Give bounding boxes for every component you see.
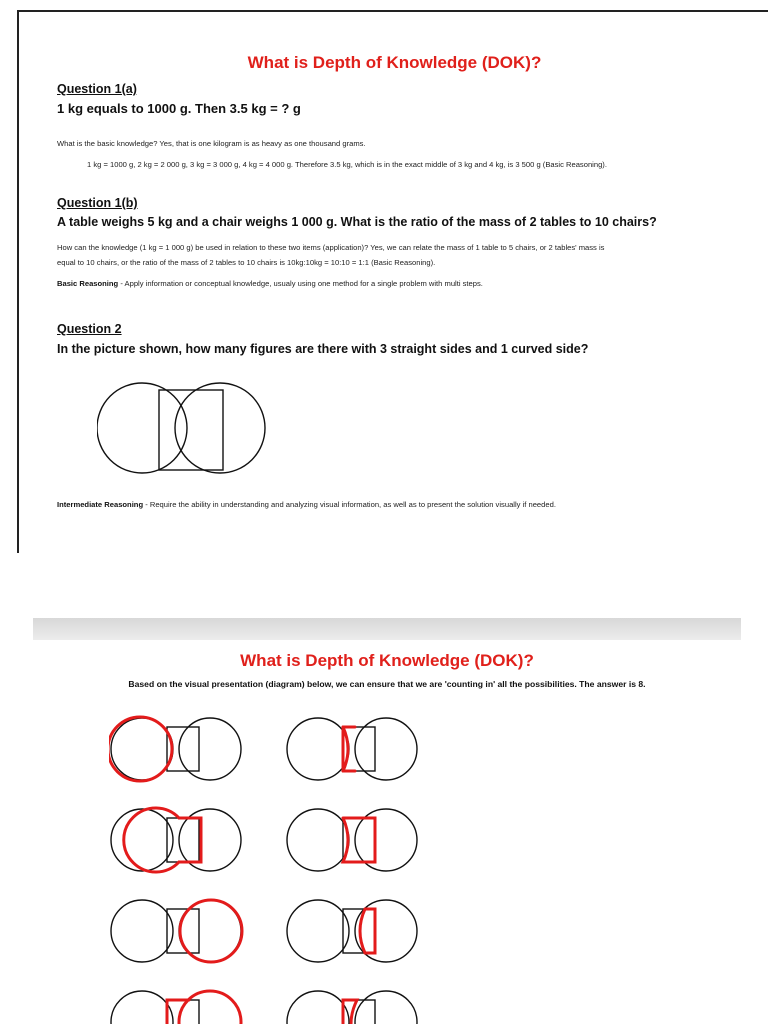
solution-figure-8 [285,986,425,1024]
q1a-explanation-1: What is the basic knowledge? Yes, that is one kilogram is as heavy as one thousand grams. [57,139,366,148]
intermediate-reasoning-label: Intermediate Reasoning [57,500,144,509]
question-2-heading: Question 2 [57,322,122,336]
question-1a-heading: Question 1(a) [57,82,137,96]
slide-2 [33,618,741,1024]
question-1b-heading: Question 1(b) [57,196,138,210]
q1b-explanation-1: How can the knowledge (1 kg = 1 000 g) be used in relation to these two items (application)? Yes, we can relate the mass of 1 table to 5 chairs, or 2 tables' mass is [57,243,605,252]
solution-figure-4 [109,986,249,1024]
solution-figure-2 [109,804,249,876]
solution-figure-1 [109,713,249,785]
question-1a-text: 1 kg equals to 1000 g. Then 3.5 kg = ? g [57,101,301,116]
solution-figure-3 [109,895,249,967]
slide-1 [17,10,768,555]
basic-reasoning-label: Basic Reasoning [57,279,119,288]
basic-reasoning-note [57,278,483,289]
slide-title: What is Depth of Knowledge (DOK)? [247,53,542,72]
solution-figure-5 [285,713,425,785]
intermediate-reasoning-note [57,499,556,510]
question-1b-text: A table weighs 5 kg and a chair weighs 1 000 g. What is the ratio of the mass of 2 tables to 10 chairs? [57,215,657,229]
circles-rectangle-figure [97,380,297,480]
question-2-text: In the picture shown, how many figures are there with 3 straight sides and 1 curved side? [57,342,589,356]
q1b-explanation-2: equal to 10 chairs, or the ratio of the mass of 2 tables to 10 chairs is 10kg:10kg = 10:10 = 1:1 (Basic Reasoning). [57,258,436,267]
slide-gap [0,553,768,617]
slide-2-top-bar [33,618,741,640]
solution-figure-6 [285,804,425,876]
slide-2-title: What is Depth of Knowledge (DOK)? [240,651,534,670]
q1a-explanation-2: 1 kg = 1000 g, 2 kg = 2 000 g, 3 kg = 3 000 g, 4 kg = 4 000 g. Therefore 3.5 kg, which is in the exact middle of 3 kg and 4 kg, is 3 500 g (Basic Reasoning). [87,160,607,169]
intermediate-reasoning-text: - Require the ability in understanding and analyzing visual information, as well as to present the solution visually if needed. [143,500,556,509]
basic-reasoning-text: - Apply information or conceptual knowledge, usualy using one method for a single problem with multi steps. [118,279,483,288]
slide-2-subtitle: Based on the visual presentation (diagram) below, we can ensure that we are 'counting in' all the possibilities. The answer is 8. [128,679,646,689]
solution-figure-7 [285,895,425,967]
